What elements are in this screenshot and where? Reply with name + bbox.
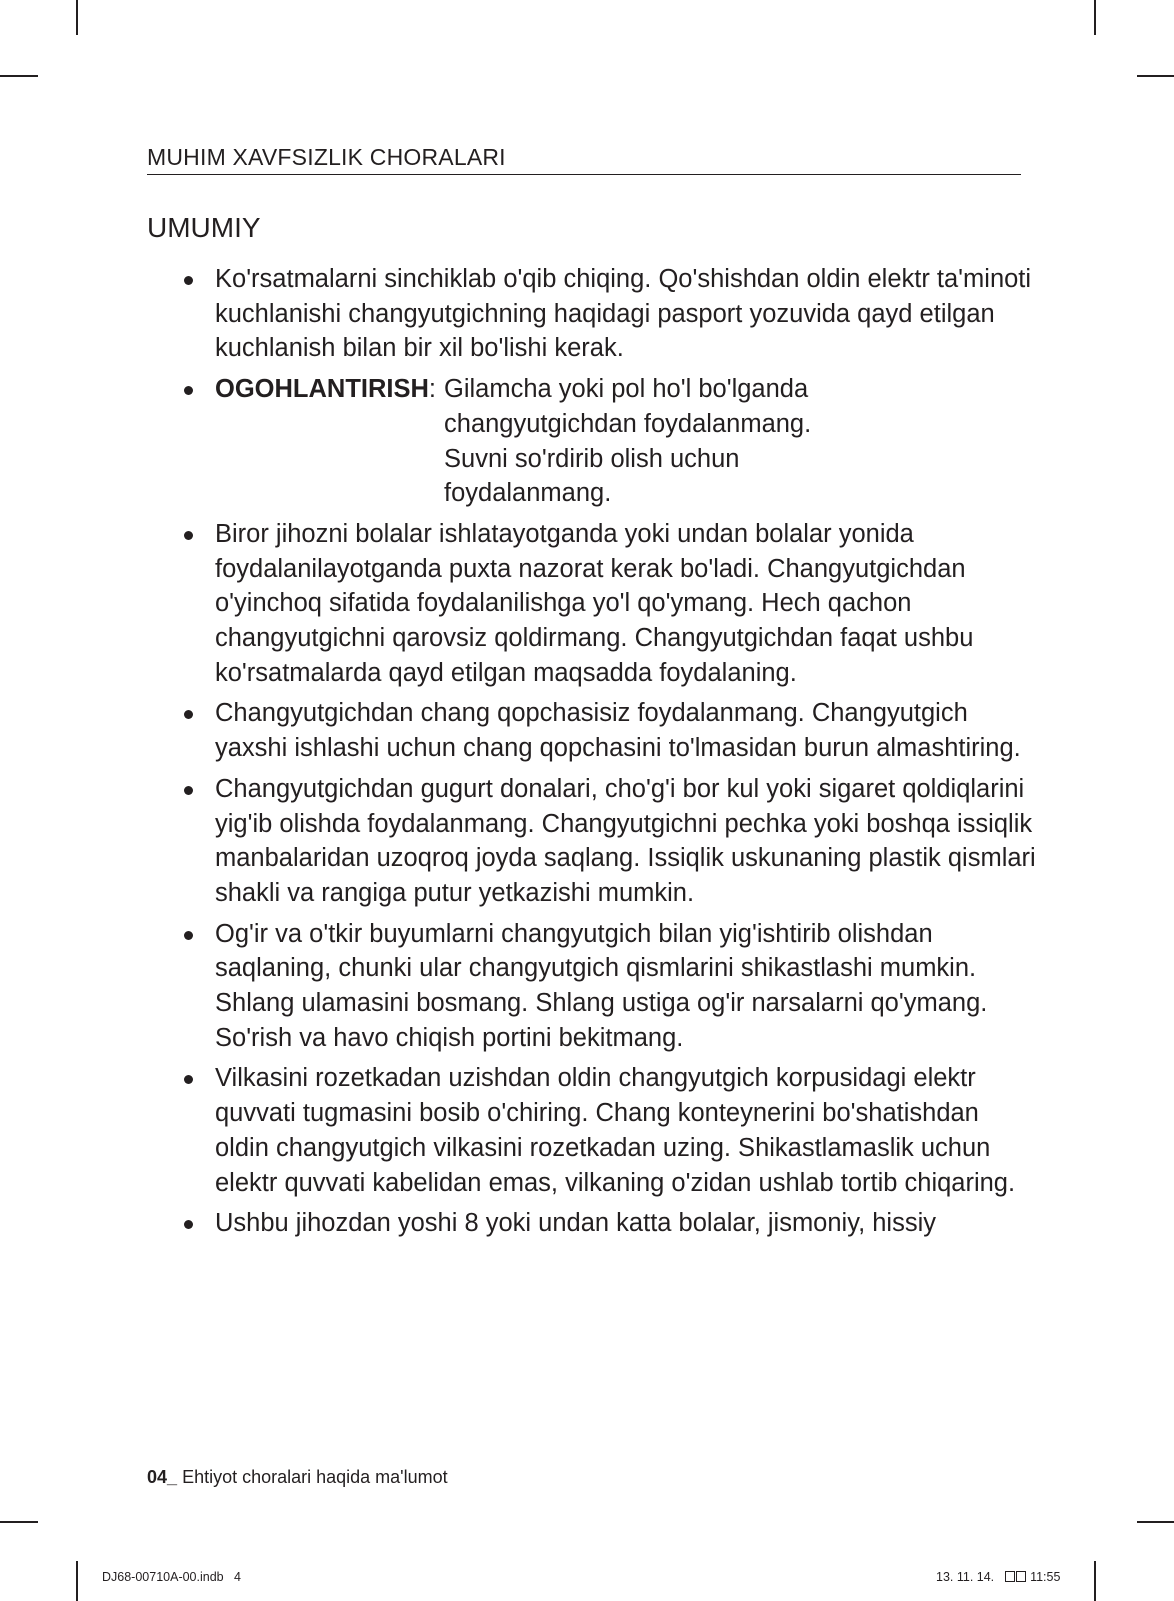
item-text: Vilkasini rozetkadan uzishdan oldin changyutgich korpusidagi elektr quvvati tugmasini bosib o'chiring. Chang konteynerini bo'shatishdan oldin changyutgich vilkasini rozetkadan uzing. Shikastlamaslik uchun elektr quvvati kabelidan emas, vilkaning o'zidan ushlab tortib chiqaring. xyxy=(215,1064,1016,1197)
crop-mark-bottom-right-v xyxy=(1094,1561,1096,1601)
warning-colon: : xyxy=(428,375,437,404)
page-header: MUHIM XAVFSIZLIK CHORALARI xyxy=(147,144,1021,175)
list-item xyxy=(147,1061,1037,1200)
warning-label: OGOHLANTIRISH xyxy=(215,375,429,404)
list-item xyxy=(147,772,1037,911)
crop-mark-top-left-v xyxy=(76,0,78,35)
print-file: DJ68-00710A-00.indb xyxy=(102,1570,224,1584)
safety-list xyxy=(147,262,1037,1247)
crop-mark-bottom-right-h xyxy=(1137,1521,1174,1523)
page-number: 04_ xyxy=(147,1467,178,1487)
print-date: 13. 11. 14. xyxy=(936,1570,995,1584)
item-text-2: Shlang ulamasini bosmang. Shlang ustiga og'ir narsalarni qo'ymang. xyxy=(215,989,988,1018)
print-page: 4 xyxy=(234,1570,241,1584)
print-file-info xyxy=(102,1570,241,1584)
box-glyph-icon xyxy=(1005,1571,1015,1582)
print-time: 11:55 xyxy=(1030,1570,1061,1584)
list-item xyxy=(147,696,1037,765)
section-title: UMUMIY xyxy=(147,212,261,243)
crop-mark-top-right-v xyxy=(1094,0,1096,35)
warning-text: Gilamcha yoki pol ho'l bo'lganda changyutgichdan foydalanmang. Suvni so'rdirib olish uchun foydalanmang. xyxy=(444,375,812,508)
item-text: Ko'rsatmalarni sinchiklab o'qib chiqing. Qo'shishdan oldin elektr ta'minoti kuchlanishi changyutgichning haqidagi pasport yozuvida qayd etilgan kuchlanish bilan bir xil bo'lishi kerak. xyxy=(215,265,1032,363)
item-text: Changyutgichdan chang qopchasisiz foydalanmang. Changyutgich yaxshi ishlashi uchun chang qopchasini to'lmasidan burun almashtiring. xyxy=(215,699,1021,763)
footer-title: Ehtiyot choralari haqida ma'lumot xyxy=(182,1467,448,1487)
item-text: Ushbu jihozdan yoshi 8 yoki undan katta bolalar, jismoniy, hissiy xyxy=(215,1209,936,1238)
crop-mark-top-right-h xyxy=(1137,75,1174,77)
list-item xyxy=(147,262,1037,366)
item-text-3: So'rish va havo chiqish portini bekitmang. xyxy=(215,1023,684,1052)
page-footer xyxy=(147,1467,448,1488)
list-item-warning xyxy=(147,372,1037,511)
item-text: Og'ir va o'tkir buyumlarni changyutgich bilan yig'ishtirib olishdan saqlaning, chunki ular changyutgich qismlarini shikastlashi mumkin. xyxy=(215,919,977,983)
list-item xyxy=(147,517,1037,691)
list-item xyxy=(147,917,1037,1056)
box-glyph-icon xyxy=(1016,1571,1026,1582)
list-item xyxy=(147,1206,1037,1241)
item-text: Biror jihozni bolalar ishlatayotganda yoki undan bolalar yonida foydalanilayotganda puxta nazorat kerak bo'ladi. Changyutgichdan o'yinchoq sifatida foydalanilishga yo'l qo'ymang. Hech qachon changyutgichni qarovsiz qoldirmang. Changyutgichdan faqat ushbu ko'rsatmalarda qayd etilgan maqsadda foydalaning. xyxy=(215,519,974,687)
crop-mark-top-left-h xyxy=(0,75,38,77)
crop-mark-bottom-left-v xyxy=(76,1561,78,1601)
item-text: Changyutgichdan gugurt donalari, cho'g'i bor kul yoki sigaret qoldiqlarini yig'ib olishda foydalanmang. Changyutgichni pechka yoki boshqa issiqlik manbalaridan uzoqroq joyda saqlang. Issiqlik uskunaning plastik qismlari shakli va rangiga putur yetkazishi mumkin. xyxy=(215,774,1036,907)
crop-mark-bottom-left-h xyxy=(0,1521,38,1523)
print-date-info xyxy=(936,1570,1060,1584)
